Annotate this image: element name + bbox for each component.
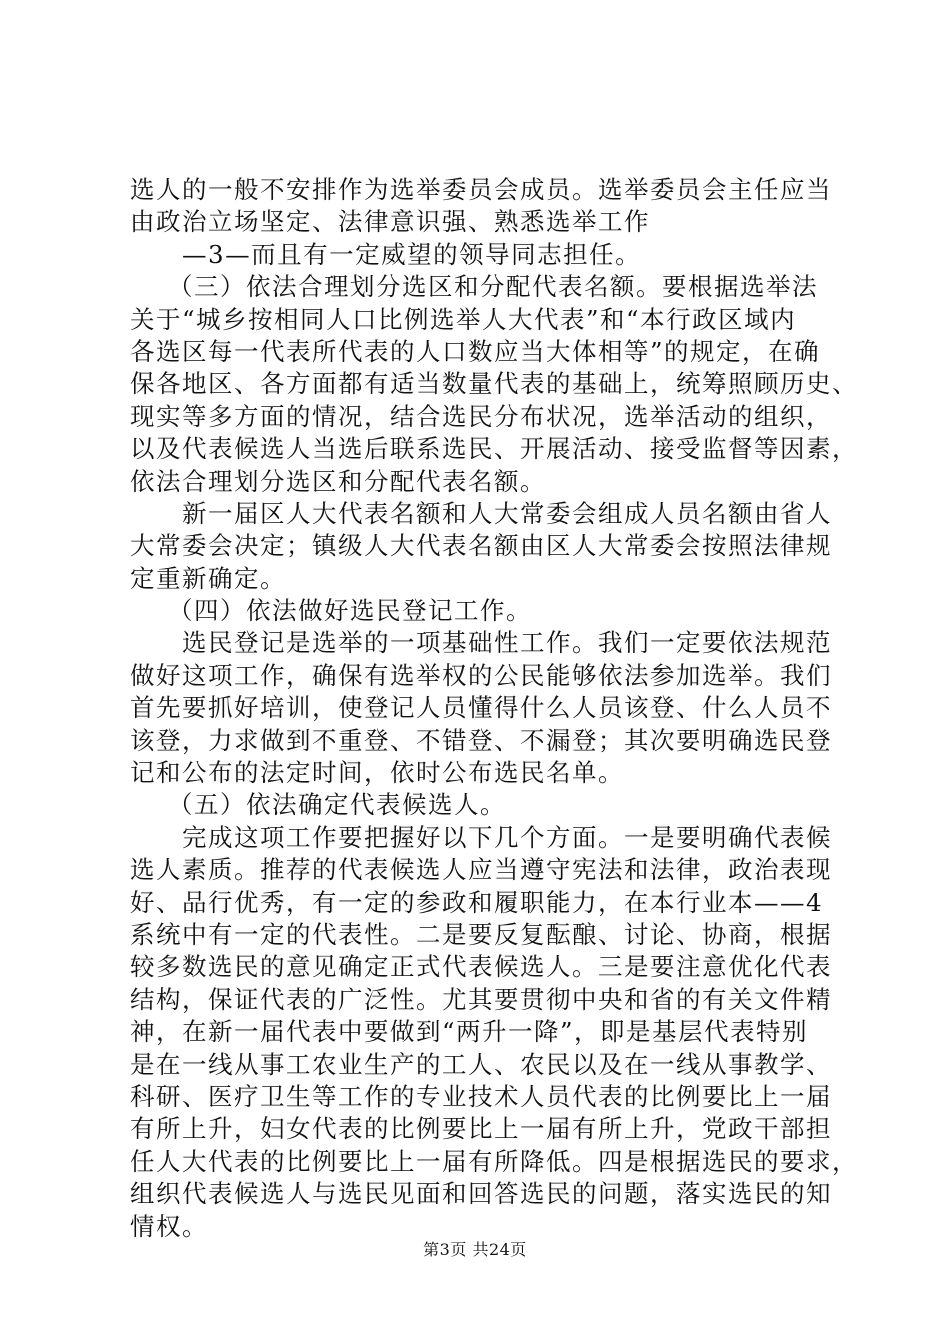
text-line: 该登，力求做到不重登、不错登、不漏登；其次要明确选民登 [130, 725, 832, 755]
text-line: 是在一线从事工农业生产的工人、农民以及在一线从事教学、 [130, 1049, 832, 1079]
text-line: 选民登记是选举的一项基础性工作。我们一定要依法规范 [182, 628, 832, 658]
text-line: 结构，保证代表的广泛性。尤其要贯彻中央和省的有关文件精 [130, 984, 832, 1014]
text-line: 由政治立场坚定、法律意识强、熟悉选举工作 [130, 207, 650, 237]
text-line: 记和公布的法定时间，依时公布选民名单。 [130, 758, 624, 788]
text-line: 各选区每一代表所代表的人口数应当大体相等”的规定，在确 [130, 336, 821, 366]
text-line: 较多数选民的意见确定正式代表候选人。三是要注意优化代表 [130, 952, 832, 982]
text-line: —3—而且有一定威望的领导同志担任。 [182, 239, 642, 269]
text-line: 系统中有一定的代表性。二是要反复酝酿、讨论、协商，根据 [130, 919, 832, 949]
text-line: 好、品行优秀，有一定的参政和履职能力，在本行业本——4 [130, 887, 824, 917]
text-line: 关于“城乡按相同人口比例选举人大代表”和“本行政区域内 [130, 304, 797, 334]
text-line: 做好这项工作，确保有选举权的公民能够依法参加选举。我们 [130, 660, 832, 690]
text-line: 定重新确定。 [130, 563, 286, 593]
section-heading: （四）依法做好选民登记工作。 [168, 596, 532, 626]
text-line: 保各地区、各方面都有适当数量代表的基础上，统筹照顾历史、 [130, 369, 858, 399]
text-line: 情权。 [130, 1211, 208, 1241]
section-heading: （五）依法确定代表候选人。 [168, 790, 506, 820]
text-line: 选人的一般不安排作为选举委员会成员。选举委员会主任应当 [130, 175, 832, 204]
text-line: 完成这项工作要把握好以下几个方面。一是要明确代表候 [182, 822, 832, 852]
text-line: 首先要抓好培训，使登记人员懂得什么人员该登、什么人员不 [130, 693, 832, 723]
text-line: 科研、医疗卫生等工作的专业技术人员代表的比例要比上一届 [130, 1081, 832, 1111]
text-line: 以及代表候选人当选后联系选民、开展活动、接受监督等因素， [130, 434, 858, 464]
text-line: 选人素质。推荐的代表候选人应当遵守宪法和法律，政治表现 [130, 855, 832, 885]
text-line: 任人大代表的比例要比上一届有所降低。四是根据选民的要求， [130, 1146, 858, 1176]
text-line: 神，在新一届代表中要做到“两升一降”，即是基层代表特别 [130, 1017, 809, 1047]
text-line: 大常委会决定；镇级人大代表名额由区人大常委会按照法律规 [130, 531, 832, 561]
text-line: 有所上升，妇女代表的比例要比上一届有所上升，党政干部担 [130, 1114, 832, 1144]
text-line: 现实等多方面的情况，结合选民分布状况，选举活动的组织， [130, 401, 832, 431]
text-line: 依法合理划分选区和分配代表名额。 [130, 466, 546, 496]
section-heading: （三）依法合理划分选区和分配代表名额。要根据选举法 [168, 272, 818, 302]
document-body [130, 174, 858, 1243]
text-line: 组织代表候选人与选民见面和回答选民的问题，落实选民的知 [130, 1179, 832, 1209]
text-line: 新一届区人大代表名额和人大常委会组成人员名额由省人 [182, 498, 832, 528]
page-number-footer: 第3页 共24页 [423, 1240, 527, 1259]
